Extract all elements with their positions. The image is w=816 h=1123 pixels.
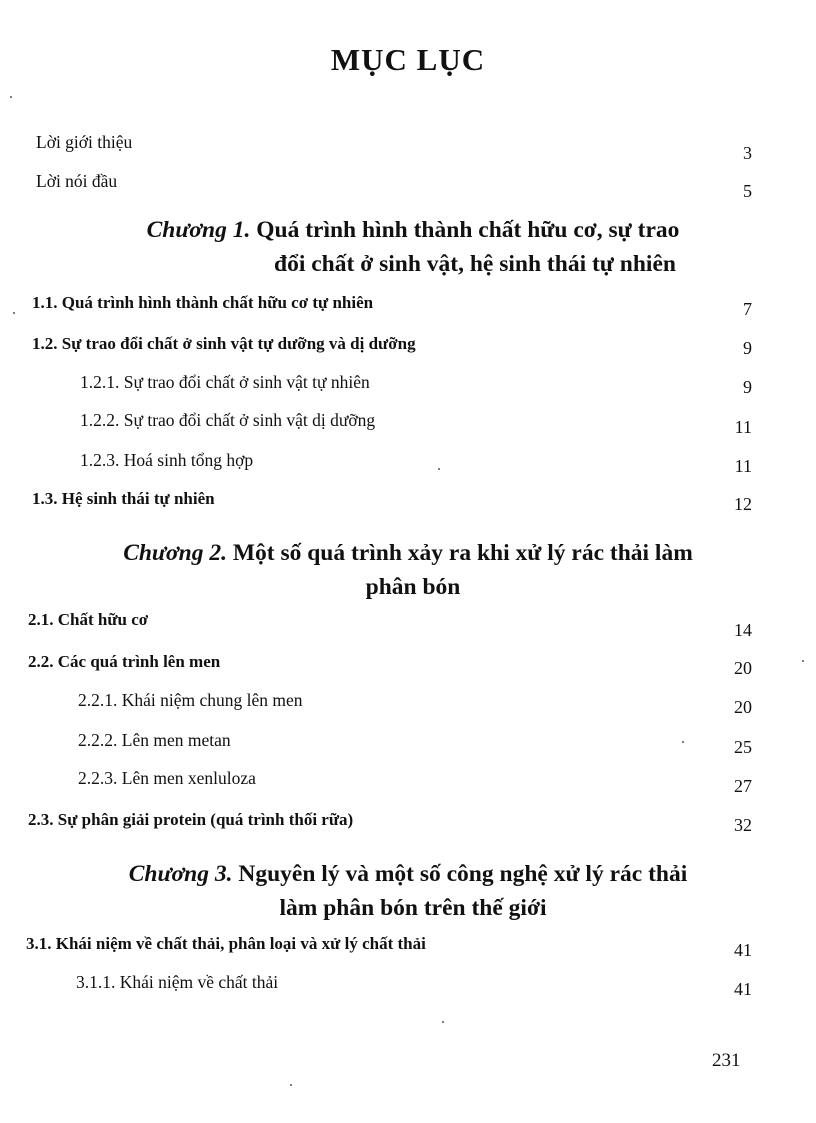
chapter-2-label: Chương 2. xyxy=(123,540,227,566)
scan-speck xyxy=(802,660,804,662)
scan-speck xyxy=(290,1084,292,1086)
toc-entry-intro-text: Lời giới thiệu xyxy=(36,132,133,152)
toc-page: 11 xyxy=(734,417,752,437)
toc-page: 20 xyxy=(734,697,752,717)
scan-speck xyxy=(13,312,15,314)
toc-page: 11 xyxy=(734,456,752,476)
chapter-3-title-line2: làm phân bón trên thế giới xyxy=(279,895,547,921)
toc-page: 27 xyxy=(734,776,752,796)
toc-entry-intro-page: 3 xyxy=(743,143,752,163)
toc-page: 7 xyxy=(743,299,752,319)
toc-subsection: 3.1.1. Khái niệm về chất thải xyxy=(76,972,279,992)
scan-speck xyxy=(438,468,440,470)
scan-speck xyxy=(442,1021,444,1023)
page-title: MỤC LỤC xyxy=(330,42,486,77)
page-number: 231 xyxy=(712,1050,741,1071)
toc-section: 2.3. Sự phân giải protein (quá trình thối rữa) xyxy=(28,810,354,829)
toc-page: 9 xyxy=(743,377,752,397)
toc-section: 1.3. Hệ sinh thái tự nhiên xyxy=(32,489,215,508)
chapter-1-heading xyxy=(0,213,816,281)
chapter-1-title-line1: Quá trình hình thành chất hữu cơ, sự trao xyxy=(256,217,680,243)
toc-page: 41 xyxy=(734,940,752,960)
chapter-3-title-line1: Nguyên lý và một số công nghệ xử lý rác thải xyxy=(238,861,688,887)
toc-section: 2.1. Chất hữu cơ xyxy=(28,610,149,629)
toc-section: 3.1. Khái niệm về chất thải, phân loại và xử lý chất thải xyxy=(26,934,426,953)
toc-page: 9 xyxy=(743,338,752,358)
toc-page: 12 xyxy=(734,494,752,514)
toc-page: 32 xyxy=(734,815,752,835)
toc-subsection: 1.2.3. Hoá sinh tổng hợp xyxy=(80,450,254,470)
chapter-3-heading xyxy=(0,857,816,925)
toc-entry-preface-page: 5 xyxy=(743,181,752,201)
scan-speck xyxy=(10,96,12,98)
chapter-1-label: Chương 1. xyxy=(146,217,251,243)
chapter-1-title-line2: đổi chất ở sinh vật, hệ sinh thái tự nhiên xyxy=(274,251,676,277)
toc-page: 41 xyxy=(734,979,752,999)
chapter-3-label: Chương 3. xyxy=(128,861,233,887)
scan-speck xyxy=(682,741,684,743)
toc-section: 2.2. Các quá trình lên men xyxy=(28,652,221,671)
toc-page: 25 xyxy=(734,737,752,757)
toc-section: 1.2. Sự trao đổi chất ở sinh vật tự dưỡng và dị dưỡng xyxy=(32,334,416,353)
toc-subsection: 2.2.3. Lên men xenluloza xyxy=(78,768,256,788)
chapter-2-title-line1: Một số quá trình xảy ra khi xử lý rác thải làm xyxy=(232,540,693,566)
toc-subsection: 1.2.1. Sự trao đổi chất ở sinh vật tự nhiên xyxy=(80,372,370,392)
toc-section: 1.1. Quá trình hình thành chất hữu cơ tự nhiên xyxy=(32,293,374,312)
chapter-2-heading xyxy=(0,536,816,604)
toc-page: 14 xyxy=(734,620,752,640)
toc-subsection: 1.2.2. Sự trao đổi chất ở sinh vật dị dưỡng xyxy=(80,410,376,430)
toc-subsection: 2.2.1. Khái niệm chung lên men xyxy=(78,690,303,710)
toc-subsection: 2.2.2. Lên men metan xyxy=(78,730,231,750)
chapter-2-title-line2: phân bón xyxy=(365,574,461,600)
toc-page: 20 xyxy=(734,658,752,678)
toc-entry-preface-text: Lời nói đầu xyxy=(36,171,118,191)
